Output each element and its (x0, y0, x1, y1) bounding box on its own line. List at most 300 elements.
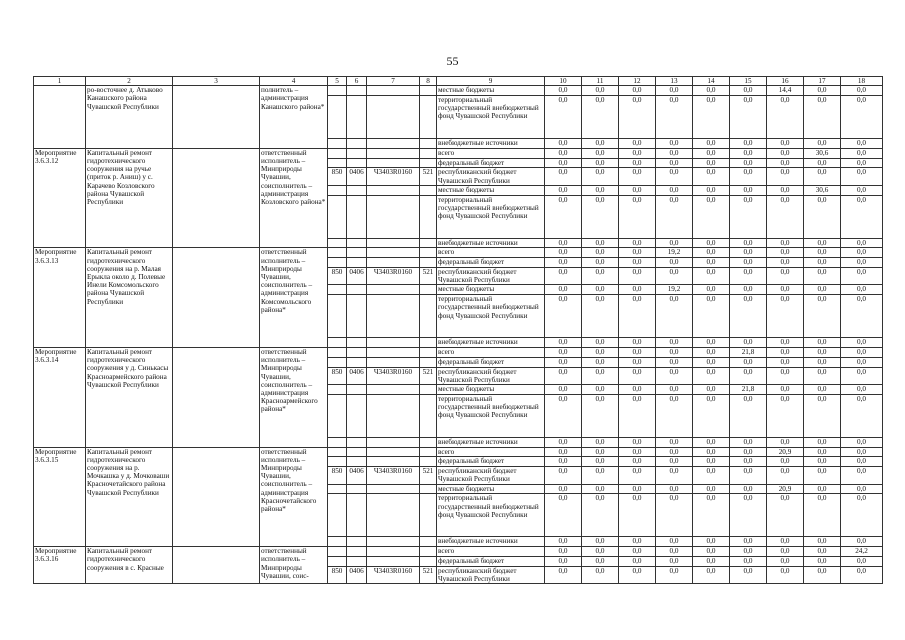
code-vr (420, 158, 437, 168)
amount-cell: 0,0 (545, 139, 582, 149)
amount-cell: 0,0 (730, 338, 767, 348)
amount-cell: 0,0 (619, 285, 656, 295)
amount-cell: 0,0 (693, 394, 730, 437)
amount-cell: 0,0 (619, 384, 656, 394)
amount-cell: 0,0 (767, 285, 804, 295)
amount-cell: 0,0 (545, 267, 582, 284)
amount-cell: 0,0 (693, 338, 730, 348)
amount-cell: 0,0 (656, 537, 693, 547)
amount-cell: 0,0 (841, 285, 883, 295)
amount-cell: 0,0 (619, 467, 656, 484)
amount-cell: 0,0 (545, 295, 582, 338)
amount-cell: 0,0 (656, 258, 693, 268)
amount-cell: 0,0 (545, 338, 582, 348)
code-vr (420, 494, 437, 537)
funding-source: территориальный государственный внебюджетный фонд Чувашской Республики (437, 394, 545, 437)
code-csr: Ч3403R0160 (367, 467, 420, 484)
amount-cell: 0,0 (841, 394, 883, 437)
target-indicator (173, 547, 260, 584)
amount-cell: 0,0 (693, 457, 730, 467)
header-cell: 17 (804, 77, 841, 86)
code-rzpr (347, 457, 367, 467)
amount-cell: 0,0 (619, 248, 656, 258)
amount-cell: 0,0 (619, 566, 656, 583)
amount-cell: 0,0 (804, 357, 841, 367)
amount-cell: 0,0 (693, 158, 730, 168)
amount-cell: 0,0 (656, 148, 693, 158)
measure-description: Капитальный ремонт гидротехнического сооружения в с. Красные (86, 547, 173, 584)
amount-cell: 20,9 (767, 484, 804, 494)
code-grbs (328, 484, 347, 494)
amount-cell: 0,0 (545, 238, 582, 248)
code-rzpr (347, 248, 367, 258)
amount-cell: 0,0 (656, 158, 693, 168)
amount-cell: 0,0 (619, 185, 656, 195)
code-vr (420, 258, 437, 268)
amount-cell: 0,0 (693, 267, 730, 284)
funding-source: федеральный бюджет (437, 158, 545, 168)
amount-cell: 0,0 (656, 437, 693, 447)
amount-cell: 0,0 (619, 195, 656, 238)
amount-cell: 0,0 (767, 537, 804, 547)
amount-cell: 0,0 (656, 238, 693, 248)
amount-cell: 0,0 (730, 185, 767, 195)
amount-cell: 0,0 (730, 168, 767, 185)
amount-cell: 0,0 (619, 86, 656, 96)
header-cell: 1 (34, 77, 86, 86)
amount-cell: 0,0 (619, 447, 656, 457)
table-row (34, 86, 883, 96)
code-grbs (328, 437, 347, 447)
code-grbs (328, 384, 347, 394)
amount-cell: 0,0 (767, 267, 804, 284)
code-vr (420, 96, 437, 139)
code-csr (367, 185, 420, 195)
amount-cell: 0,0 (582, 484, 619, 494)
amount-cell: 0,0 (656, 139, 693, 149)
amount-cell: 0,0 (619, 96, 656, 139)
code-vr (420, 547, 437, 557)
amount-cell: 0,0 (804, 556, 841, 566)
code-grbs (328, 447, 347, 457)
code-csr (367, 347, 420, 357)
amount-cell: 0,0 (804, 547, 841, 557)
amount-cell: 0,0 (730, 537, 767, 547)
amount-cell: 0,0 (730, 267, 767, 284)
measure-label: Мероприятие 3.6.3.14 (34, 347, 86, 447)
amount-cell: 0,0 (841, 537, 883, 547)
code-grbs: 850 (328, 168, 347, 185)
header-cell: 7 (367, 77, 420, 86)
code-grbs (328, 338, 347, 348)
amount-cell: 0,0 (841, 86, 883, 96)
amount-cell: 0,0 (841, 148, 883, 158)
code-csr (367, 258, 420, 268)
amount-cell: 0,0 (582, 285, 619, 295)
amount-cell: 0,0 (841, 158, 883, 168)
code-grbs: 850 (328, 566, 347, 583)
code-grbs (328, 494, 347, 537)
code-vr (420, 248, 437, 258)
funding-source: внебюджетные источники (437, 537, 545, 547)
amount-cell: 0,0 (656, 556, 693, 566)
amount-cell: 0,0 (582, 437, 619, 447)
amount-cell: 0,0 (767, 494, 804, 537)
amount-cell: 0,0 (656, 484, 693, 494)
funding-source: внебюджетные источники (437, 437, 545, 447)
header-cell: 10 (545, 77, 582, 86)
code-vr (420, 357, 437, 367)
amount-cell: 0,0 (767, 148, 804, 158)
amount-cell: 0,0 (619, 267, 656, 284)
header-cell: 14 (693, 77, 730, 86)
code-vr (420, 384, 437, 394)
amount-cell: 0,0 (656, 457, 693, 467)
amount-cell: 0,0 (656, 494, 693, 537)
code-grbs (328, 139, 347, 149)
amount-cell: 0,0 (841, 384, 883, 394)
code-grbs (328, 185, 347, 195)
amount-cell: 0,0 (582, 357, 619, 367)
amount-cell: 0,0 (804, 384, 841, 394)
amount-cell: 0,0 (730, 547, 767, 557)
amount-cell: 21,8 (730, 384, 767, 394)
header-cell: 3 (173, 77, 260, 86)
amount-cell: 0,0 (767, 384, 804, 394)
amount-cell: 0,0 (582, 367, 619, 384)
amount-cell: 0,0 (619, 437, 656, 447)
amount-cell: 0,0 (619, 547, 656, 557)
code-vr: 521 (420, 267, 437, 284)
amount-cell: 0,0 (582, 248, 619, 258)
amount-cell: 0,0 (841, 258, 883, 268)
amount-cell: 0,0 (582, 148, 619, 158)
amount-cell: 0,0 (767, 338, 804, 348)
executor: полнитель – администрация Канашского района* (260, 86, 328, 149)
amount-cell: 0,0 (656, 185, 693, 195)
amount-cell: 0,0 (767, 367, 804, 384)
funding-source: республиканский бюджет Чувашской Республики (437, 566, 545, 583)
amount-cell: 0,0 (767, 347, 804, 357)
amount-cell: 24,2 (841, 547, 883, 557)
amount-cell: 0,0 (656, 86, 693, 96)
amount-cell: 0,0 (582, 547, 619, 557)
code-rzpr (347, 185, 367, 195)
amount-cell: 0,0 (767, 158, 804, 168)
amount-cell: 0,0 (545, 367, 582, 384)
amount-cell: 0,0 (841, 437, 883, 447)
code-vr: 521 (420, 367, 437, 384)
code-grbs (328, 556, 347, 566)
code-csr (367, 96, 420, 139)
amount-cell: 0,0 (545, 168, 582, 185)
funding-source: федеральный бюджет (437, 457, 545, 467)
amount-cell: 0,0 (693, 467, 730, 484)
amount-cell: 0,0 (693, 295, 730, 338)
code-csr (367, 248, 420, 258)
amount-cell: 0,0 (693, 139, 730, 149)
executor: ответственный исполнитель – Минприроды Чувашии, соисполнитель – администрация Красночетайского района* (260, 447, 328, 547)
amount-cell: 0,0 (693, 86, 730, 96)
amount-cell: 0,0 (730, 295, 767, 338)
funding-source: местные бюджеты (437, 384, 545, 394)
amount-cell: 0,0 (841, 347, 883, 357)
amount-cell: 0,0 (693, 494, 730, 537)
amount-cell: 30,6 (804, 185, 841, 195)
funding-source: федеральный бюджет (437, 258, 545, 268)
amount-cell: 0,0 (582, 347, 619, 357)
code-rzpr (347, 139, 367, 149)
amount-cell: 0,0 (804, 139, 841, 149)
code-rzpr (347, 96, 367, 139)
amount-cell: 0,0 (767, 96, 804, 139)
measure-label: Мероприятие 3.6.3.13 (34, 248, 86, 348)
amount-cell: 0,0 (693, 258, 730, 268)
amount-cell: 0,0 (730, 437, 767, 447)
header-cell: 12 (619, 77, 656, 86)
header-cell: 9 (437, 77, 545, 86)
amount-cell: 0,0 (804, 447, 841, 457)
code-csr: Ч3403R0160 (367, 267, 420, 284)
code-grbs (328, 158, 347, 168)
amount-cell: 0,0 (582, 467, 619, 484)
amount-cell: 0,0 (767, 248, 804, 258)
amount-cell: 0,0 (804, 158, 841, 168)
code-csr (367, 547, 420, 557)
code-vr (420, 139, 437, 149)
funding-source: федеральный бюджет (437, 556, 545, 566)
funding-source: всего (437, 447, 545, 457)
header-cell: 16 (767, 77, 804, 86)
code-rzpr: 0406 (347, 267, 367, 284)
amount-cell: 0,0 (582, 86, 619, 96)
amount-cell: 0,0 (730, 467, 767, 484)
amount-cell: 21,8 (730, 347, 767, 357)
amount-cell: 0,0 (841, 467, 883, 484)
funding-source: местные бюджеты (437, 285, 545, 295)
amount-cell: 0,0 (804, 457, 841, 467)
amount-cell: 0,0 (693, 556, 730, 566)
code-vr (420, 185, 437, 195)
amount-cell: 0,0 (730, 258, 767, 268)
amount-cell: 0,0 (545, 394, 582, 437)
amount-cell: 0,0 (656, 195, 693, 238)
amount-cell: 0,0 (841, 185, 883, 195)
amount-cell: 0,0 (582, 238, 619, 248)
amount-cell: 0,0 (804, 537, 841, 547)
amount-cell: 0,0 (804, 238, 841, 248)
amount-cell: 0,0 (804, 437, 841, 447)
amount-cell: 0,0 (730, 357, 767, 367)
amount-cell: 0,0 (841, 484, 883, 494)
code-rzpr (347, 195, 367, 238)
code-rzpr (347, 556, 367, 566)
code-vr (420, 437, 437, 447)
code-vr (420, 285, 437, 295)
code-grbs (328, 195, 347, 238)
amount-cell: 0,0 (619, 457, 656, 467)
code-grbs (328, 537, 347, 547)
amount-cell: 0,0 (545, 148, 582, 158)
code-rzpr: 0406 (347, 467, 367, 484)
amount-cell: 0,0 (730, 248, 767, 258)
code-rzpr (347, 494, 367, 537)
code-csr (367, 285, 420, 295)
amount-cell: 0,0 (730, 394, 767, 437)
amount-cell: 0,0 (804, 566, 841, 583)
code-grbs (328, 347, 347, 357)
header-cell: 2 (86, 77, 173, 86)
amount-cell: 19,2 (656, 285, 693, 295)
amount-cell: 0,0 (804, 285, 841, 295)
amount-cell: 0,0 (619, 484, 656, 494)
code-rzpr (347, 338, 367, 348)
funding-source: республиканский бюджет Чувашской Республики (437, 367, 545, 384)
amount-cell: 0,0 (656, 467, 693, 484)
code-csr (367, 295, 420, 338)
code-csr (367, 556, 420, 566)
amount-cell: 0,0 (656, 96, 693, 139)
code-rzpr (347, 384, 367, 394)
amount-cell: 0,0 (545, 258, 582, 268)
code-vr: 521 (420, 168, 437, 185)
amount-cell: 0,0 (841, 566, 883, 583)
amount-cell: 0,0 (656, 357, 693, 367)
amount-cell: 30,6 (804, 148, 841, 158)
code-vr (420, 537, 437, 547)
funding-source: местные бюджеты (437, 86, 545, 96)
table-row (34, 447, 883, 457)
amount-cell: 0,0 (730, 556, 767, 566)
code-grbs (328, 547, 347, 557)
funding-source: всего (437, 148, 545, 158)
code-csr (367, 86, 420, 96)
code-csr (367, 394, 420, 437)
amount-cell: 0,0 (730, 484, 767, 494)
amount-cell: 0,0 (619, 148, 656, 158)
funding-source: местные бюджеты (437, 185, 545, 195)
amount-cell: 0,0 (656, 347, 693, 357)
code-vr (420, 295, 437, 338)
code-grbs (328, 457, 347, 467)
amount-cell: 0,0 (582, 295, 619, 338)
code-rzpr (347, 347, 367, 357)
amount-cell: 0,0 (693, 148, 730, 158)
amount-cell: 0,0 (767, 437, 804, 447)
header-row (34, 77, 883, 86)
amount-cell: 0,0 (693, 285, 730, 295)
amount-cell: 0,0 (582, 158, 619, 168)
amount-cell: 0,0 (619, 258, 656, 268)
code-vr (420, 148, 437, 158)
code-rzpr (347, 537, 367, 547)
executor: ответственный исполнитель – Минприроды Чувашии, соисполнитель – администрация Комсомольского района* (260, 248, 328, 348)
amount-cell: 0,0 (767, 357, 804, 367)
amount-cell: 14,4 (767, 86, 804, 96)
code-vr (420, 457, 437, 467)
funding-source: внебюджетные источники (437, 139, 545, 149)
amount-cell: 0,0 (730, 367, 767, 384)
amount-cell: 0,0 (619, 158, 656, 168)
amount-cell: 0,0 (841, 96, 883, 139)
amount-cell: 0,0 (545, 96, 582, 139)
amount-cell: 0,0 (693, 347, 730, 357)
amount-cell: 0,0 (582, 258, 619, 268)
amount-cell: 0,0 (767, 566, 804, 583)
amount-cell: 0,0 (545, 537, 582, 547)
amount-cell: 0,0 (693, 238, 730, 248)
target-indicator (173, 86, 260, 149)
amount-cell: 0,0 (730, 195, 767, 238)
code-vr (420, 484, 437, 494)
amount-cell: 0,0 (767, 238, 804, 248)
amount-cell: 0,0 (656, 384, 693, 394)
amount-cell: 0,0 (693, 484, 730, 494)
amount-cell: 0,0 (545, 566, 582, 583)
amount-cell: 0,0 (656, 267, 693, 284)
amount-cell: 0,0 (841, 556, 883, 566)
amount-cell: 0,0 (656, 566, 693, 583)
code-grbs (328, 258, 347, 268)
amount-cell: 0,0 (767, 295, 804, 338)
amount-cell: 0,0 (841, 295, 883, 338)
amount-cell: 0,0 (841, 168, 883, 185)
funding-source: всего (437, 248, 545, 258)
code-rzpr (347, 158, 367, 168)
amount-cell: 0,0 (767, 195, 804, 238)
code-rzpr (347, 357, 367, 367)
amount-cell: 0,0 (804, 195, 841, 238)
amount-cell: 0,0 (693, 566, 730, 583)
target-indicator (173, 248, 260, 348)
amount-cell: 0,0 (582, 185, 619, 195)
amount-cell: 0,0 (582, 556, 619, 566)
code-csr (367, 238, 420, 248)
amount-cell: 0,0 (545, 86, 582, 96)
code-csr (367, 158, 420, 168)
funding-source: республиканский бюджет Чувашской Республики (437, 168, 545, 185)
amount-cell: 0,0 (841, 248, 883, 258)
code-rzpr (347, 547, 367, 557)
amount-cell: 0,0 (545, 547, 582, 557)
amount-cell: 0,0 (804, 86, 841, 96)
amount-cell: 0,0 (730, 158, 767, 168)
amount-cell: 0,0 (545, 185, 582, 195)
code-vr (420, 556, 437, 566)
amount-cell: 0,0 (545, 494, 582, 537)
measure-description: ро-восточнее д. Атыково Канашского района Чувашской Республики (86, 86, 173, 149)
amount-cell: 0,0 (841, 139, 883, 149)
amount-cell: 0,0 (693, 357, 730, 367)
funding-source: республиканский бюджет Чувашской Республики (437, 467, 545, 484)
code-vr (420, 347, 437, 357)
header-cell: 15 (730, 77, 767, 86)
table-row (34, 248, 883, 258)
code-vr (420, 338, 437, 348)
budget-table (33, 76, 883, 584)
amount-cell: 0,0 (693, 384, 730, 394)
amount-cell: 0,0 (545, 384, 582, 394)
amount-cell: 0,0 (545, 347, 582, 357)
code-rzpr (347, 148, 367, 158)
code-csr (367, 484, 420, 494)
amount-cell: 0,0 (730, 86, 767, 96)
amount-cell: 0,0 (582, 139, 619, 149)
code-rzpr (347, 437, 367, 447)
amount-cell: 0,0 (804, 347, 841, 357)
code-vr (420, 394, 437, 437)
amount-cell: 0,0 (619, 537, 656, 547)
